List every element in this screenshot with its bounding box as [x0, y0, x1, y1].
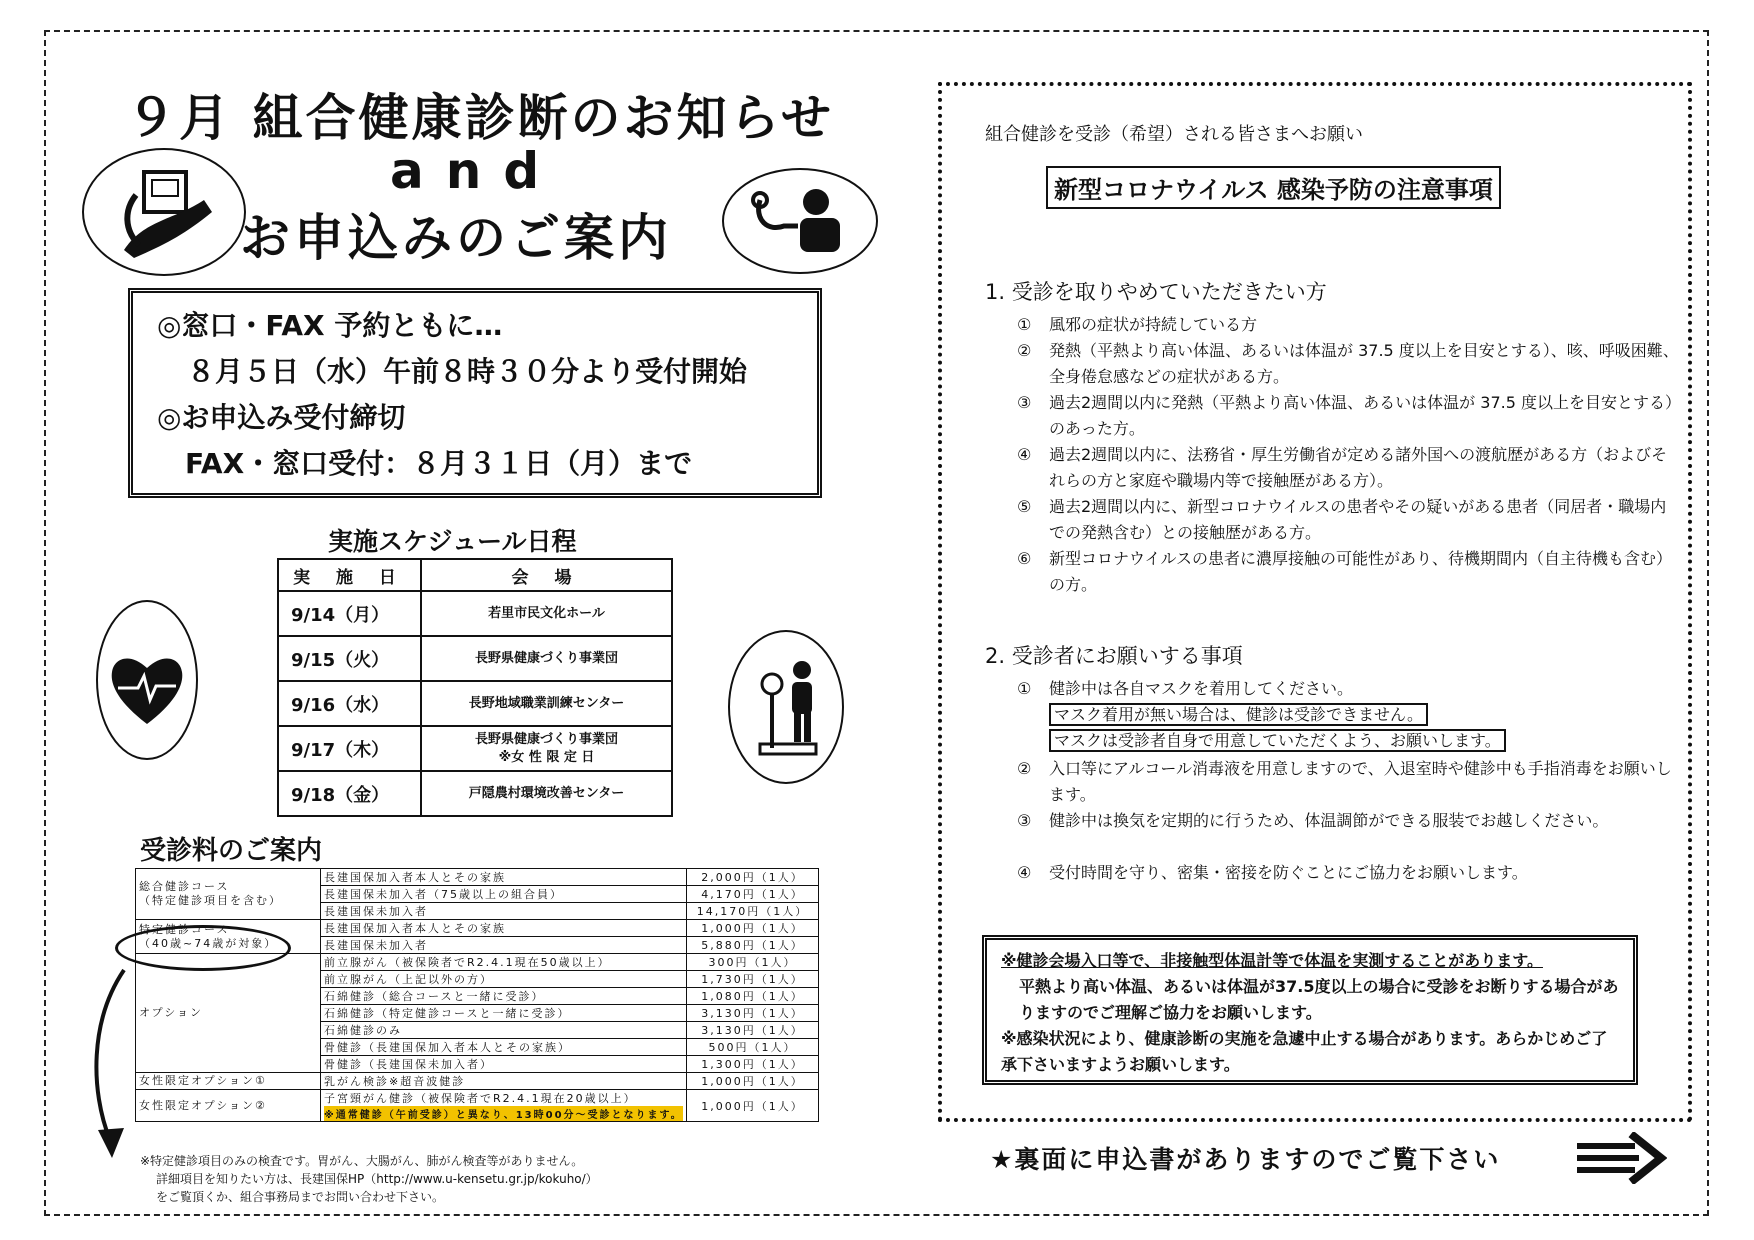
fee-price: 3,130円（1人）: [687, 1005, 819, 1022]
table-row: [278, 636, 672, 681]
fee-title: 受診料のご案内: [140, 836, 323, 866]
fee-desc: 石綿健診（特定健診コースと一緒に受診）: [321, 1005, 687, 1022]
table-row: [136, 1090, 819, 1122]
fee-price: 1,300円（1人）: [687, 1056, 819, 1073]
item-text: 過去2週間以内に発熱（平熱より高い体温、あるいは体温が 37.5 度以上を目安とする）のあった方。: [1049, 393, 1673, 438]
fee-price: 300円（1人）: [687, 954, 819, 971]
item-number: ④: [1017, 445, 1032, 464]
item-number: ③: [1017, 393, 1032, 412]
notice-line1: ◎窓口・FAX 予約ともに…: [157, 309, 503, 342]
footnote-line2: 詳細項目を知りたい方は、長建国保HP（http://www.u-kensetu.gr.jp/kokuho/）: [156, 1172, 598, 1186]
fee-price: 1,000円（1人）: [687, 1090, 819, 1122]
fee-desc: [321, 1090, 687, 1122]
table-row: [136, 1073, 819, 1090]
heart-monitor-icon: [96, 600, 198, 760]
schedule-venue: 戸隠農村環境改善センター: [421, 771, 672, 816]
reservation-notice: [128, 288, 822, 498]
fee-desc: 石綿健診（総合コースと一緒に受診）: [321, 988, 687, 1005]
item-text: 発熱（平熱より高い体温、あるいは体温が 37.5 度以上を目安とする）、咳、呼吸困難、全身倦怠感などの症状がある方。: [1049, 341, 1679, 386]
fee-table: [135, 868, 819, 1122]
fee-desc: 乳がん検診※超音波健診: [321, 1073, 687, 1090]
fee-price: 1,000円（1人）: [687, 1073, 819, 1090]
schedule-date: 9/15（火）: [278, 636, 421, 681]
blood-pressure-icon: [82, 148, 246, 276]
fee-price: 5,880円（1人）: [687, 937, 819, 954]
fee-price: 2,000円（1人）: [687, 869, 819, 886]
title-and: and: [390, 142, 562, 200]
fee-desc: 長建国保未加入者: [321, 937, 687, 954]
list-item: [1017, 494, 1679, 546]
list-item: [1017, 808, 1679, 834]
item-number: ②: [1017, 759, 1032, 778]
fee-desc-text: 子宮頸がん健診（被保険者でR2.4.1現在20歳以上）: [324, 1092, 637, 1105]
table-row: [278, 681, 672, 726]
schedule-venue: [421, 726, 672, 771]
fee-price: 14,170円（1人）: [687, 903, 819, 920]
table-row: [136, 869, 819, 886]
schedule-venue: 若里市民文化ホール: [421, 591, 672, 636]
note2: ※感染状況により、健康診断の実施を急遽中止する場合があります。あらかじめご了承下さいますようお願いします。: [1001, 1029, 1608, 1074]
fee-desc: 骨健診（長建国保加入者本人とその家族）: [321, 1039, 687, 1056]
fee-desc: 長建国保未加入者: [321, 903, 687, 920]
item-text: 受付時間を守り、密集・密接を防ぐことにご協力をお願いします。: [1049, 863, 1528, 882]
notice-line2: ８月５日（水）午前８時３０分より受付開始: [187, 355, 748, 388]
schedule-date: 9/18（金）: [278, 771, 421, 816]
schedule-venue-note: ※女 性 限 定 日: [498, 749, 595, 765]
mask-self-prepare-note: マスクは受診者自身で用意していただくよう、お願いします。: [1049, 729, 1506, 752]
list-item: [1017, 338, 1679, 390]
fee-course-general: 総合健診コース （特定健診項目を含む）: [136, 869, 321, 920]
list-item: [1017, 860, 1679, 886]
title-guide: お申込みのご案内: [240, 209, 672, 267]
temperature-note-box: [982, 935, 1638, 1085]
schedule-date: 9/16（水）: [278, 681, 421, 726]
item-text: 健診中は各自マスクを着用してください。: [1049, 679, 1354, 698]
note1-detail: 平熱より高い体温、あるいは体温が37.5度以上の場合に受診をお断りする場合がありますのでご理解ご協力をお願いします。: [1019, 977, 1619, 1022]
covid-request: 組合健診を受診（希望）される皆さまへお願い: [985, 124, 1363, 145]
schedule-header-venue: 会 場: [421, 559, 672, 591]
fee-course-specific: 特定健診コース （40歳~74歳が対象）: [136, 920, 321, 954]
item-number: ④: [1017, 863, 1032, 882]
item-text: 入口等にアルコール消毒液を用意しますので、入退室時や健診中も手指消毒をお願いします。: [1049, 759, 1672, 804]
list-item: [1017, 546, 1679, 598]
table-row: [278, 726, 672, 771]
callout-arrow-icon: [80, 960, 160, 1170]
fee-price: 1,730円（1人）: [687, 971, 819, 988]
fee-price: 1,080円（1人）: [687, 988, 819, 1005]
schedule-venue: 長野地域職業訓練センター: [421, 681, 672, 726]
double-arrow-icon: [1575, 1132, 1667, 1184]
item-number: ①: [1017, 315, 1032, 334]
fee-warning: ※通常健診（午前受診）と異なり、13時00分～受診となります。: [324, 1106, 683, 1121]
item-text: 過去2週間以内に、新型コロナウイルスの患者やその疑いがある患者（同居者・職場内での発熱含む）との接触歴がある方。: [1049, 497, 1667, 542]
footnote-line1: ※特定健診項目のみの検査です。胃がん、大腸がん、肺がん検査等がありません。: [140, 1154, 584, 1168]
item-text: 新型コロナウイルスの患者に濃厚接触の可能性があり、待機期間内（自主待機も含む）の方。: [1049, 549, 1673, 594]
footnote-line3: をご覧頂くか、組合事務局までお問い合わせ下さい。: [156, 1190, 445, 1204]
item-number: ⑤: [1017, 497, 1032, 516]
fee-course-women2: 女性限定オプション②: [136, 1090, 321, 1122]
list-item: [1017, 756, 1679, 808]
covid-heading: 新型コロナウイルス 感染予防の注意事項: [1046, 166, 1501, 209]
schedule-header-date: 実 施 日: [278, 559, 421, 591]
list-item: [1017, 390, 1679, 442]
schedule-table: [277, 558, 673, 817]
schedule-venue: 長野県健康づくり事業団: [421, 636, 672, 681]
schedule-date: 9/17（木）: [278, 726, 421, 771]
item-number: ⑥: [1017, 549, 1032, 568]
item-text: 風邪の症状が持続している方: [1049, 315, 1258, 334]
weight-scale-icon: [728, 630, 844, 784]
table-row: [278, 771, 672, 816]
fee-desc: 前立腺がん（被保険者でR2.4.1現在50歳以上）: [321, 954, 687, 971]
fee-desc: 石綿健診のみ: [321, 1022, 687, 1039]
fee-desc: 骨健診（長建国保未加入者）: [321, 1056, 687, 1073]
doctor-stethoscope-icon: [722, 168, 878, 274]
list-item: ① 健診中は各自マスクを着用してください。 マスク着用が無い場合は、健診は受診できません。 マスクは受診者自身で用意していただくよう、お願いします。: [1049, 676, 1679, 754]
schedule-title: 実施スケジュール日程: [328, 527, 577, 556]
fee-desc: 長建国保加入者本人とその家族: [321, 920, 687, 937]
list-item: [1017, 312, 1679, 338]
page-title: ９月 組合健康診断のお知らせ: [126, 89, 834, 147]
fee-course-women1: 女性限定オプション①: [136, 1073, 321, 1090]
list-item: [1017, 442, 1679, 494]
back-page-notice: ★裏面に申込書がありますのでご覧下さい: [990, 1145, 1501, 1174]
fee-desc: 前立腺がん（上記以外の方）: [321, 971, 687, 988]
fee-desc: 長建国保加入者本人とその家族: [321, 869, 687, 886]
table-row: [278, 591, 672, 636]
fee-price: 500円（1人）: [687, 1039, 819, 1056]
item-number: ③: [1017, 811, 1032, 830]
section2-title: 2. 受診者にお願いする事項: [985, 644, 1243, 668]
fee-price: 4,170円（1人）: [687, 886, 819, 903]
notice-line3: ◎お申込み受付締切: [157, 401, 406, 434]
fee-price: 1,000円（1人）: [687, 920, 819, 937]
notice-line4: FAX・窓口受付：８月３１日（月）まで: [185, 447, 693, 480]
item-text: 過去2週間以内に、法務省・厚生労働省が定める諸外国への渡航歴がある方（およびそれらの方と家庭や職場内等で接触歴がある方）。: [1049, 445, 1668, 490]
schedule-venue-name: 長野県健康づくり事業団: [474, 731, 618, 747]
item-text: 健診中は換気を定期的に行うため、体温調節ができる服装でお越しください。: [1049, 811, 1609, 830]
section1-title: 1. 受診を取りやめていただきたい方: [985, 280, 1327, 304]
schedule-date: 9/14（月）: [278, 591, 421, 636]
item-number: ②: [1017, 341, 1032, 360]
mask-required-note: マスク着用が無い場合は、健診は受診できません。: [1049, 703, 1428, 726]
note1-underlined: ※健診会場入口等で、非接触型体温計等で体温を実測することがあります。: [1001, 951, 1543, 970]
fee-course-option: オプション: [136, 954, 321, 1073]
fee-footnote: [140, 1152, 780, 1206]
fee-price: 3,130円（1人）: [687, 1022, 819, 1039]
fee-desc: 長建国保未加入者（75歳以上の組合員）: [321, 886, 687, 903]
